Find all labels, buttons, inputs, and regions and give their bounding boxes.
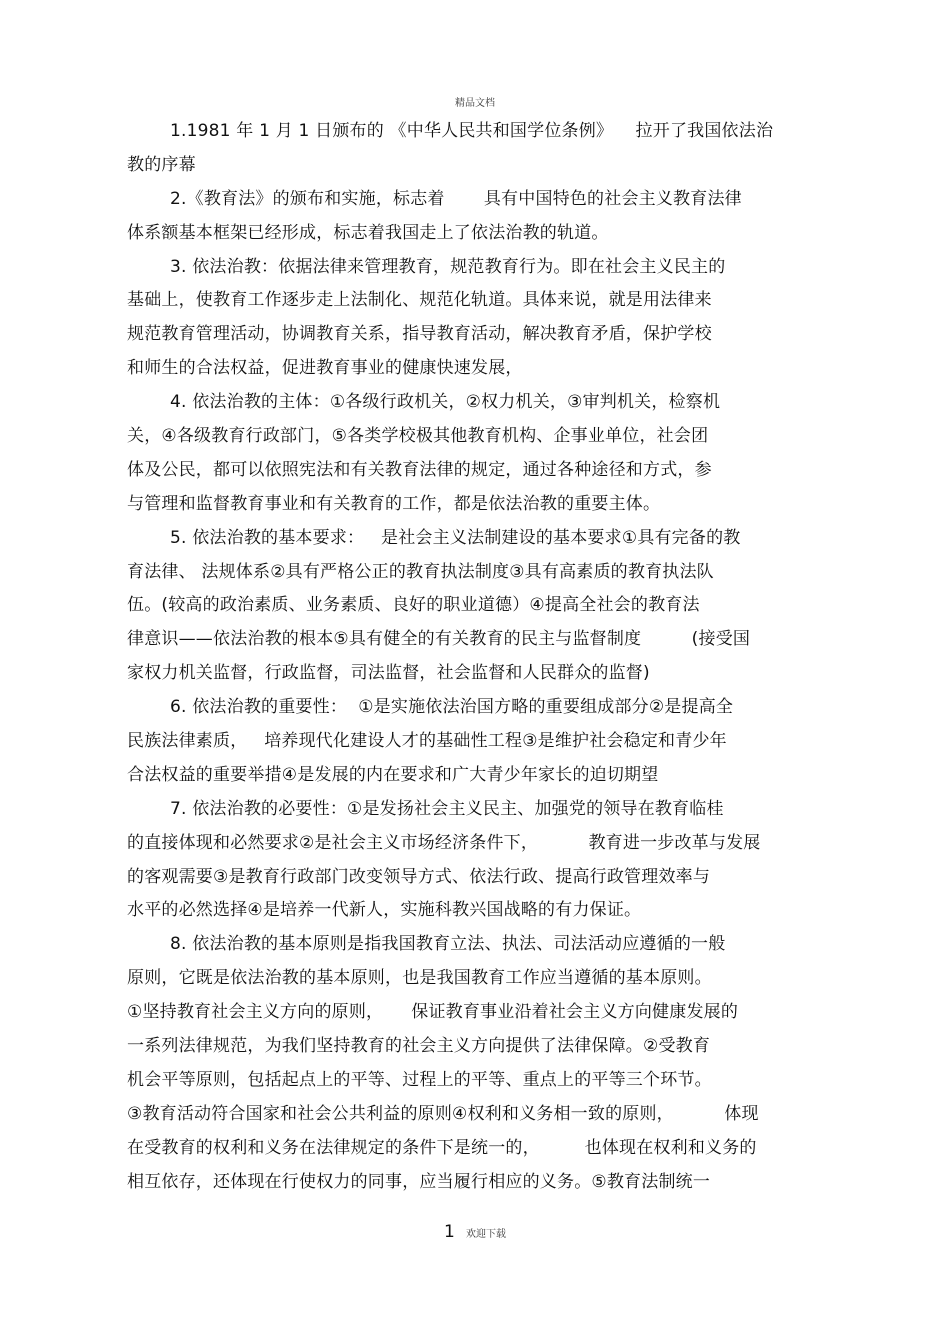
text-line: 伍。(较高的政治素质、业务素质、良好的职业道德）④提高全社会的教育法 xyxy=(127,595,700,616)
footer-label: 欢迎下载 xyxy=(465,1229,506,1240)
text-line: 体系额基本框架已经形成，标志着我国走上了依法治教的轨道。 xyxy=(127,222,609,243)
text-line: 原则，它既是依法治教的基本原则，也是我国教育工作应当遵循的基本原则。 xyxy=(127,968,712,989)
text-line: 在受教育的权利和义务在法律规定的条件下是统一的， 也体现在权利和义务的 xyxy=(127,1137,757,1158)
page-header: 精品文档 xyxy=(455,98,495,109)
text-line: ①坚持教育社会主义方向的原则， 保证教育事业沿着社会主义方向健康发展的 xyxy=(127,1002,739,1023)
text-line: 规范教育管理活动，协调教育关系，指导教育活动，解决教育矛盾，保护学校 xyxy=(127,324,712,345)
document-body xyxy=(127,115,827,1200)
text-line: 相互依存，还体现在行使权力的同事，应当履行相应的义务。⑤教育法制统一 xyxy=(127,1171,711,1192)
text-line: ③教育活动符合国家和社会公共利益的原则④权利和义务相一致的原则， 体现 xyxy=(127,1103,759,1124)
text-line: 与管理和监督教育事业和有关教育的工作，都是依法治教的重要主体。 xyxy=(127,493,661,514)
text-line: 民族法律素质， 培养现代化建设人才的基础性工程③是维护社会稳定和青少年 xyxy=(127,731,727,752)
text-line: 合法权益的重要举措④是发展的内在要求和广大青少年家长的迫切期望 xyxy=(127,764,659,785)
page-footer xyxy=(0,1222,950,1242)
text-line: 体及公民，都可以依照宪法和有关教育法律的规定，通过各种途径和方式，参 xyxy=(127,459,712,480)
text-line: 3. 依法治教：依据法律来管理教育，规范教育行为。即在社会主义民主的 xyxy=(170,256,726,277)
text-line: 6. 依法治教的重要性： ①是实施依法治国方略的重要组成部分②是提高全 xyxy=(170,697,734,718)
text-line: 的客观需要③是教育行政部门改变领导方式、依法行政、提高行政管理效率与 xyxy=(127,866,711,887)
text-line: 水平的必然选择④是培养一代新人，实施科教兴国战略的有力保证。 xyxy=(127,900,642,921)
text-line: 一系列法律规范，为我们坚持教育的社会主义方向提供了法律保障。②受教育 xyxy=(127,1036,711,1057)
text-line: 教的序幕 xyxy=(127,154,196,175)
text-line: 律意识——依法治教的根本⑤具有健全的有关教育的民主与监督制度 (接受国 xyxy=(127,629,751,650)
text-line: 2.《教育法》的颁布和实施，标志着 具有中国特色的社会主义教育法律 xyxy=(170,188,742,209)
text-line: 8. 依法治教的基本原则是指我国教育立法、执法、司法活动应遵循的一般 xyxy=(170,934,726,955)
text-line: 机会平等原则，包括起点上的平等、过程上的平等、重点上的平等三个环节。 xyxy=(127,1069,712,1090)
page-number: 1 xyxy=(444,1222,455,1242)
text-line: 的直接体现和必然要求②是社会主义市场经济条件下， 教育进一步改革与发展 xyxy=(127,832,761,853)
text-line: 和师生的合法权益，促进教育事业的健康快速发展， xyxy=(127,358,523,379)
text-line: 家权力机关监督，行政监督，司法监督，社会监督和人民群众的监督) xyxy=(127,663,650,684)
text-line: 基础上，使教育工作逐步走上法制化、规范化轨道。具体来说，就是用法律来 xyxy=(127,290,712,311)
text-line: 关，④各级教育行政部门，⑤各类学校极其他教育机构、企事业单位，社会团 xyxy=(127,426,709,447)
text-line: 7. 依法治教的必要性：①是发扬社会主义民主、加强党的领导在教育临桂 xyxy=(170,798,724,819)
text-line: 1.1981 年 1 月 1 日颁布的 《中华人民共和国学位条例》 拉开了我国依法治 xyxy=(170,121,774,141)
text-line: 4. 依法治教的主体：①各级行政机关，②权力机关，③审判机关，检察机 xyxy=(170,392,721,413)
text-line: 5. 依法治教的基本要求： 是社会主义法制建设的基本要求①具有完备的教 xyxy=(170,527,741,548)
text-line: 育法律、 法规体系②具有严格公正的教育执法制度③具有高素质的教育执法队 xyxy=(127,561,714,582)
